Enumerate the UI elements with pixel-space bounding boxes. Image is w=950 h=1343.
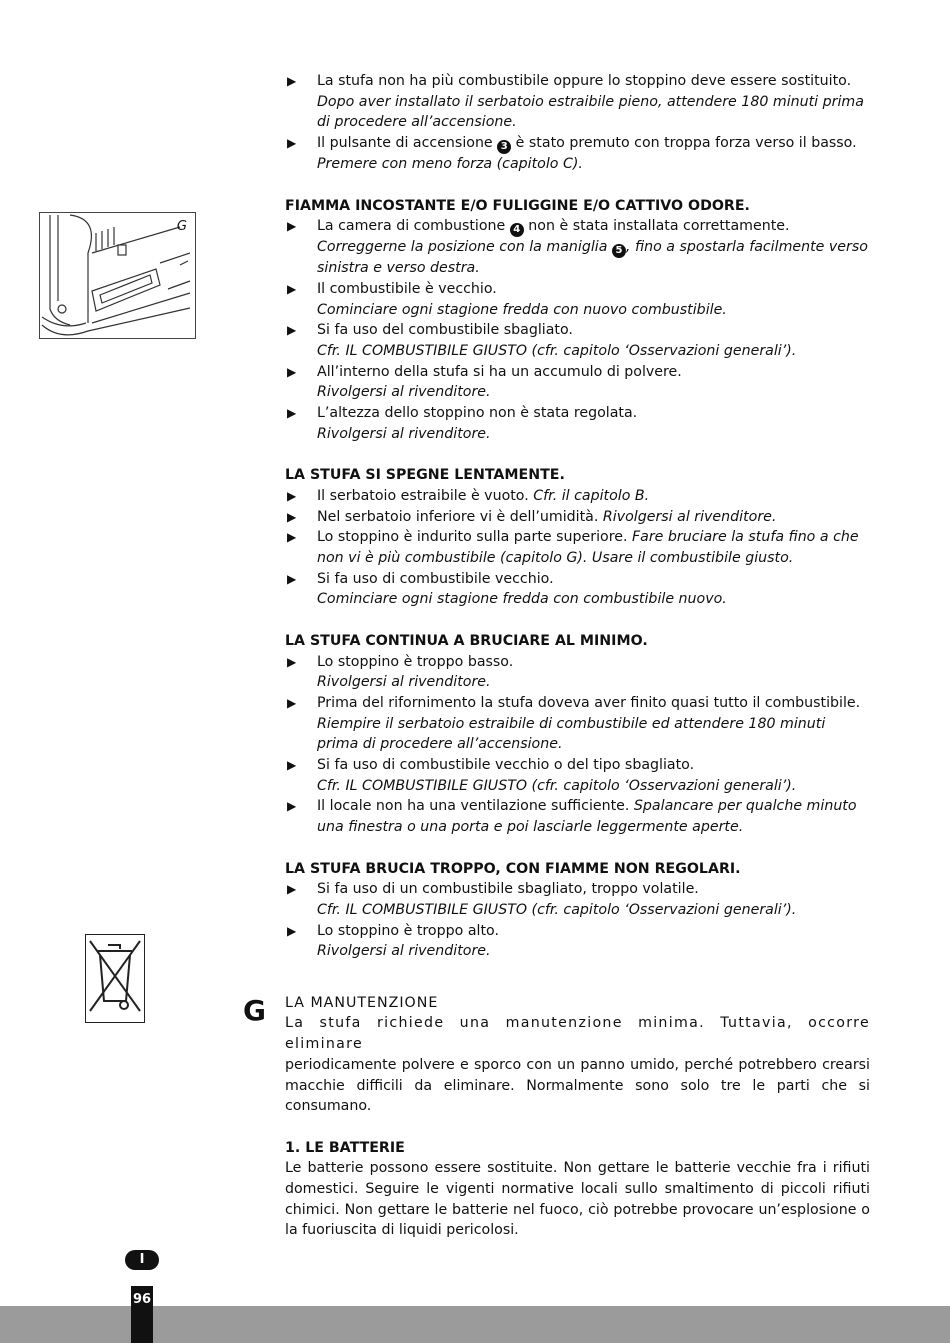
- bullet-arrow-icon: ▶: [287, 882, 297, 897]
- item-remedy: Premere con meno forza (capitolo C).: [317, 156, 583, 173]
- crossed-bin-icon: [86, 935, 143, 1021]
- item-text: non è stata installata correttamente.: [523, 218, 790, 235]
- item-remedy: Cfr. il capitolo B.: [533, 487, 650, 504]
- item-remedy: Cominciare ogni stagione fredda con combustibile nuovo.: [317, 591, 727, 608]
- list-item: [285, 362, 870, 403]
- item-remedy: Cominciare ogni stagione fredda con nuovo combustibile.: [317, 301, 727, 318]
- item-text: Si fa uso di combustibile vecchio.: [317, 570, 554, 587]
- stove-detail-drawing: [40, 213, 195, 338]
- page-number: 96: [131, 1286, 153, 1343]
- list-item: [285, 279, 870, 320]
- item-remedy: Fare bruciare la stufa fino a che non vi è più combustibile (capitolo G). Usare il combustibile giusto.: [317, 529, 859, 567]
- bullet-arrow-icon: ▶: [287, 323, 297, 338]
- bullet-arrow-icon: ▶: [287, 74, 297, 88]
- list-item: [285, 403, 870, 444]
- main-text: [285, 71, 870, 1241]
- list-item: [285, 755, 870, 796]
- paragraph: Le batterie possono essere sostituite. Non gettare le batterie vecchie fra i rifiuti domestici. Seguire le vigenti normative locali sullo smaltimento di piccoli rifiuti chimici. Non gettare le batterie nel fuoco, ciò potrebbe provocare un’esplosione o la fuoriuscita di liquidi pericolosi.: [285, 1160, 870, 1239]
- language-badge: I: [125, 1250, 159, 1270]
- figure-label: G: [176, 219, 187, 234]
- list-item: [285, 652, 870, 693]
- item-text: Si fa uso di un combustibile sbagliato, troppo volatile.: [317, 881, 699, 898]
- item-text: Il serbatoio estraibile è vuoto.: [317, 487, 534, 504]
- item-remedy: Cfr. IL COMBUSTIBILE GIUSTO (cfr. capitolo ‘Osservazioni generali’).: [317, 777, 797, 794]
- list-item: [285, 527, 870, 568]
- list-item: [285, 486, 870, 507]
- subsection-heading: 1. LE BATTERIE: [285, 1139, 405, 1156]
- list-item: [285, 879, 870, 920]
- weee-bin-icon: [85, 934, 145, 1023]
- bullet-arrow-icon: ▶: [287, 488, 297, 503]
- list-item: [285, 507, 870, 528]
- item-remedy: Spalancare per qualche minuto una finestra o una porta e poi lasciarle leggermente aperte.: [317, 798, 857, 836]
- bullet-arrow-icon: ▶: [287, 136, 297, 151]
- item-remedy: Rivolgersi al rivenditore.: [317, 425, 491, 442]
- bullet-arrow-icon: ▶: [287, 758, 297, 773]
- bullet-arrow-icon: ▶: [287, 406, 297, 421]
- item-remedy: Correggerne la posizione con la maniglia: [317, 239, 612, 256]
- stove-detail-illustration: [39, 212, 196, 339]
- number-marker: 3: [497, 140, 511, 154]
- bullet-arrow-icon: ▶: [287, 923, 297, 938]
- list-item: [285, 320, 870, 361]
- item-text: La camera di combustione: [317, 218, 510, 235]
- item-remedy: , fino a spostarla facilmente verso sinistra e verso destra.: [317, 239, 868, 277]
- bullet-arrow-icon: ▶: [287, 509, 297, 524]
- item-text: Il pulsante di accensione: [317, 135, 498, 152]
- item-remedy: Cfr. IL COMBUSTIBILE GIUSTO (cfr. capitolo ‘Osservazioni generali’).: [317, 343, 797, 360]
- bullet-arrow-icon: ▶: [287, 281, 297, 296]
- bullet-arrow-icon: ▶: [287, 219, 297, 234]
- chapter-letter: G: [243, 994, 266, 1027]
- bullet-arrow-icon: ▶: [287, 530, 297, 545]
- list-item: [285, 693, 870, 755]
- item-text: Lo stoppino è indurito sulla parte superiore.: [317, 529, 632, 546]
- item-remedy: Rivolgersi al rivenditore.: [317, 674, 491, 691]
- section-heading: FIAMMA INCOSTANTE E/O FULIGGINE E/O CATTIVO ODORE.: [285, 197, 750, 214]
- bullet-arrow-icon: ▶: [287, 571, 297, 586]
- item-text: Nel serbatoio inferiore vi è dell’umidità.: [317, 508, 603, 525]
- item-remedy: Rivolgersi al rivenditore.: [317, 384, 491, 401]
- item-text: è stato premuto con troppa forza verso il basso.: [511, 135, 857, 152]
- list-item: [285, 569, 870, 610]
- number-marker: 4: [510, 223, 524, 237]
- bullet-arrow-icon: ▶: [287, 364, 297, 379]
- list-item: [285, 133, 870, 175]
- section-heading: LA STUFA SI SPEGNE LENTAMENTE.: [285, 467, 565, 484]
- list-item: [285, 71, 870, 133]
- item-text: All’interno della stufa si ha un accumulo di polvere.: [317, 363, 682, 380]
- item-text: Si fa uso di combustibile vecchio o del tipo sbagliato.: [317, 757, 695, 774]
- number-marker: 5: [612, 244, 626, 258]
- section-heading: LA STUFA CONTINUA A BRUCIARE AL MINIMO.: [285, 632, 648, 649]
- item-text: Lo stoppino è troppo alto.: [317, 922, 499, 939]
- item-text: Si fa uso del combustibile sbagliato.: [317, 322, 573, 339]
- list-item: [285, 216, 870, 279]
- item-remedy: Cfr. IL COMBUSTIBILE GIUSTO (cfr. capitolo ‘Osservazioni generali’).: [317, 901, 797, 918]
- item-remedy: Rivolgersi al rivenditore.: [602, 508, 777, 525]
- paragraph: La stufa richiede una manutenzione minima. Tuttavia, occorre eliminare: [285, 1015, 870, 1053]
- item-text: La stufa non ha più combustibile oppure lo stoppino deve essere sostituito.: [317, 73, 852, 89]
- paragraph: periodicamente polvere e sporco con un panno umido, perché potrebbero crearsi macchie difficili da eliminare. Normalmente sono solo tre le parti che si consumano.: [285, 1056, 870, 1115]
- item-text: Il locale non ha una ventilazione sufficiente.: [317, 798, 634, 815]
- item-remedy: Dopo aver installato il serbatoio estraibile pieno, attendere 180 minuti prima di procedere all’accensione.: [317, 93, 864, 131]
- item-text: Lo stoppino è troppo basso.: [317, 653, 514, 670]
- chapter-heading: LA MANUTENZIONE: [285, 994, 439, 1011]
- item-text: Prima del rifornimento la stufa doveva aver finito quasi tutto il combustibile.: [317, 694, 861, 711]
- item-remedy: Rivolgersi al rivenditore.: [317, 943, 491, 960]
- bullet-arrow-icon: ▶: [287, 695, 297, 710]
- bullet-arrow-icon: ▶: [287, 799, 297, 814]
- section-heading: LA STUFA BRUCIA TROPPO, CON FIAMME NON REGOLARI.: [285, 860, 741, 877]
- item-remedy: Riempire il serbatoio estraibile di combustibile ed attendere 180 minuti prima di procedere all’accensione.: [317, 715, 826, 753]
- list-item: [285, 921, 870, 962]
- item-text: L’altezza dello stoppino non è stata regolata.: [317, 405, 638, 422]
- list-item: [285, 796, 870, 837]
- item-text: Il combustibile è vecchio.: [317, 280, 497, 297]
- bullet-arrow-icon: ▶: [287, 654, 297, 669]
